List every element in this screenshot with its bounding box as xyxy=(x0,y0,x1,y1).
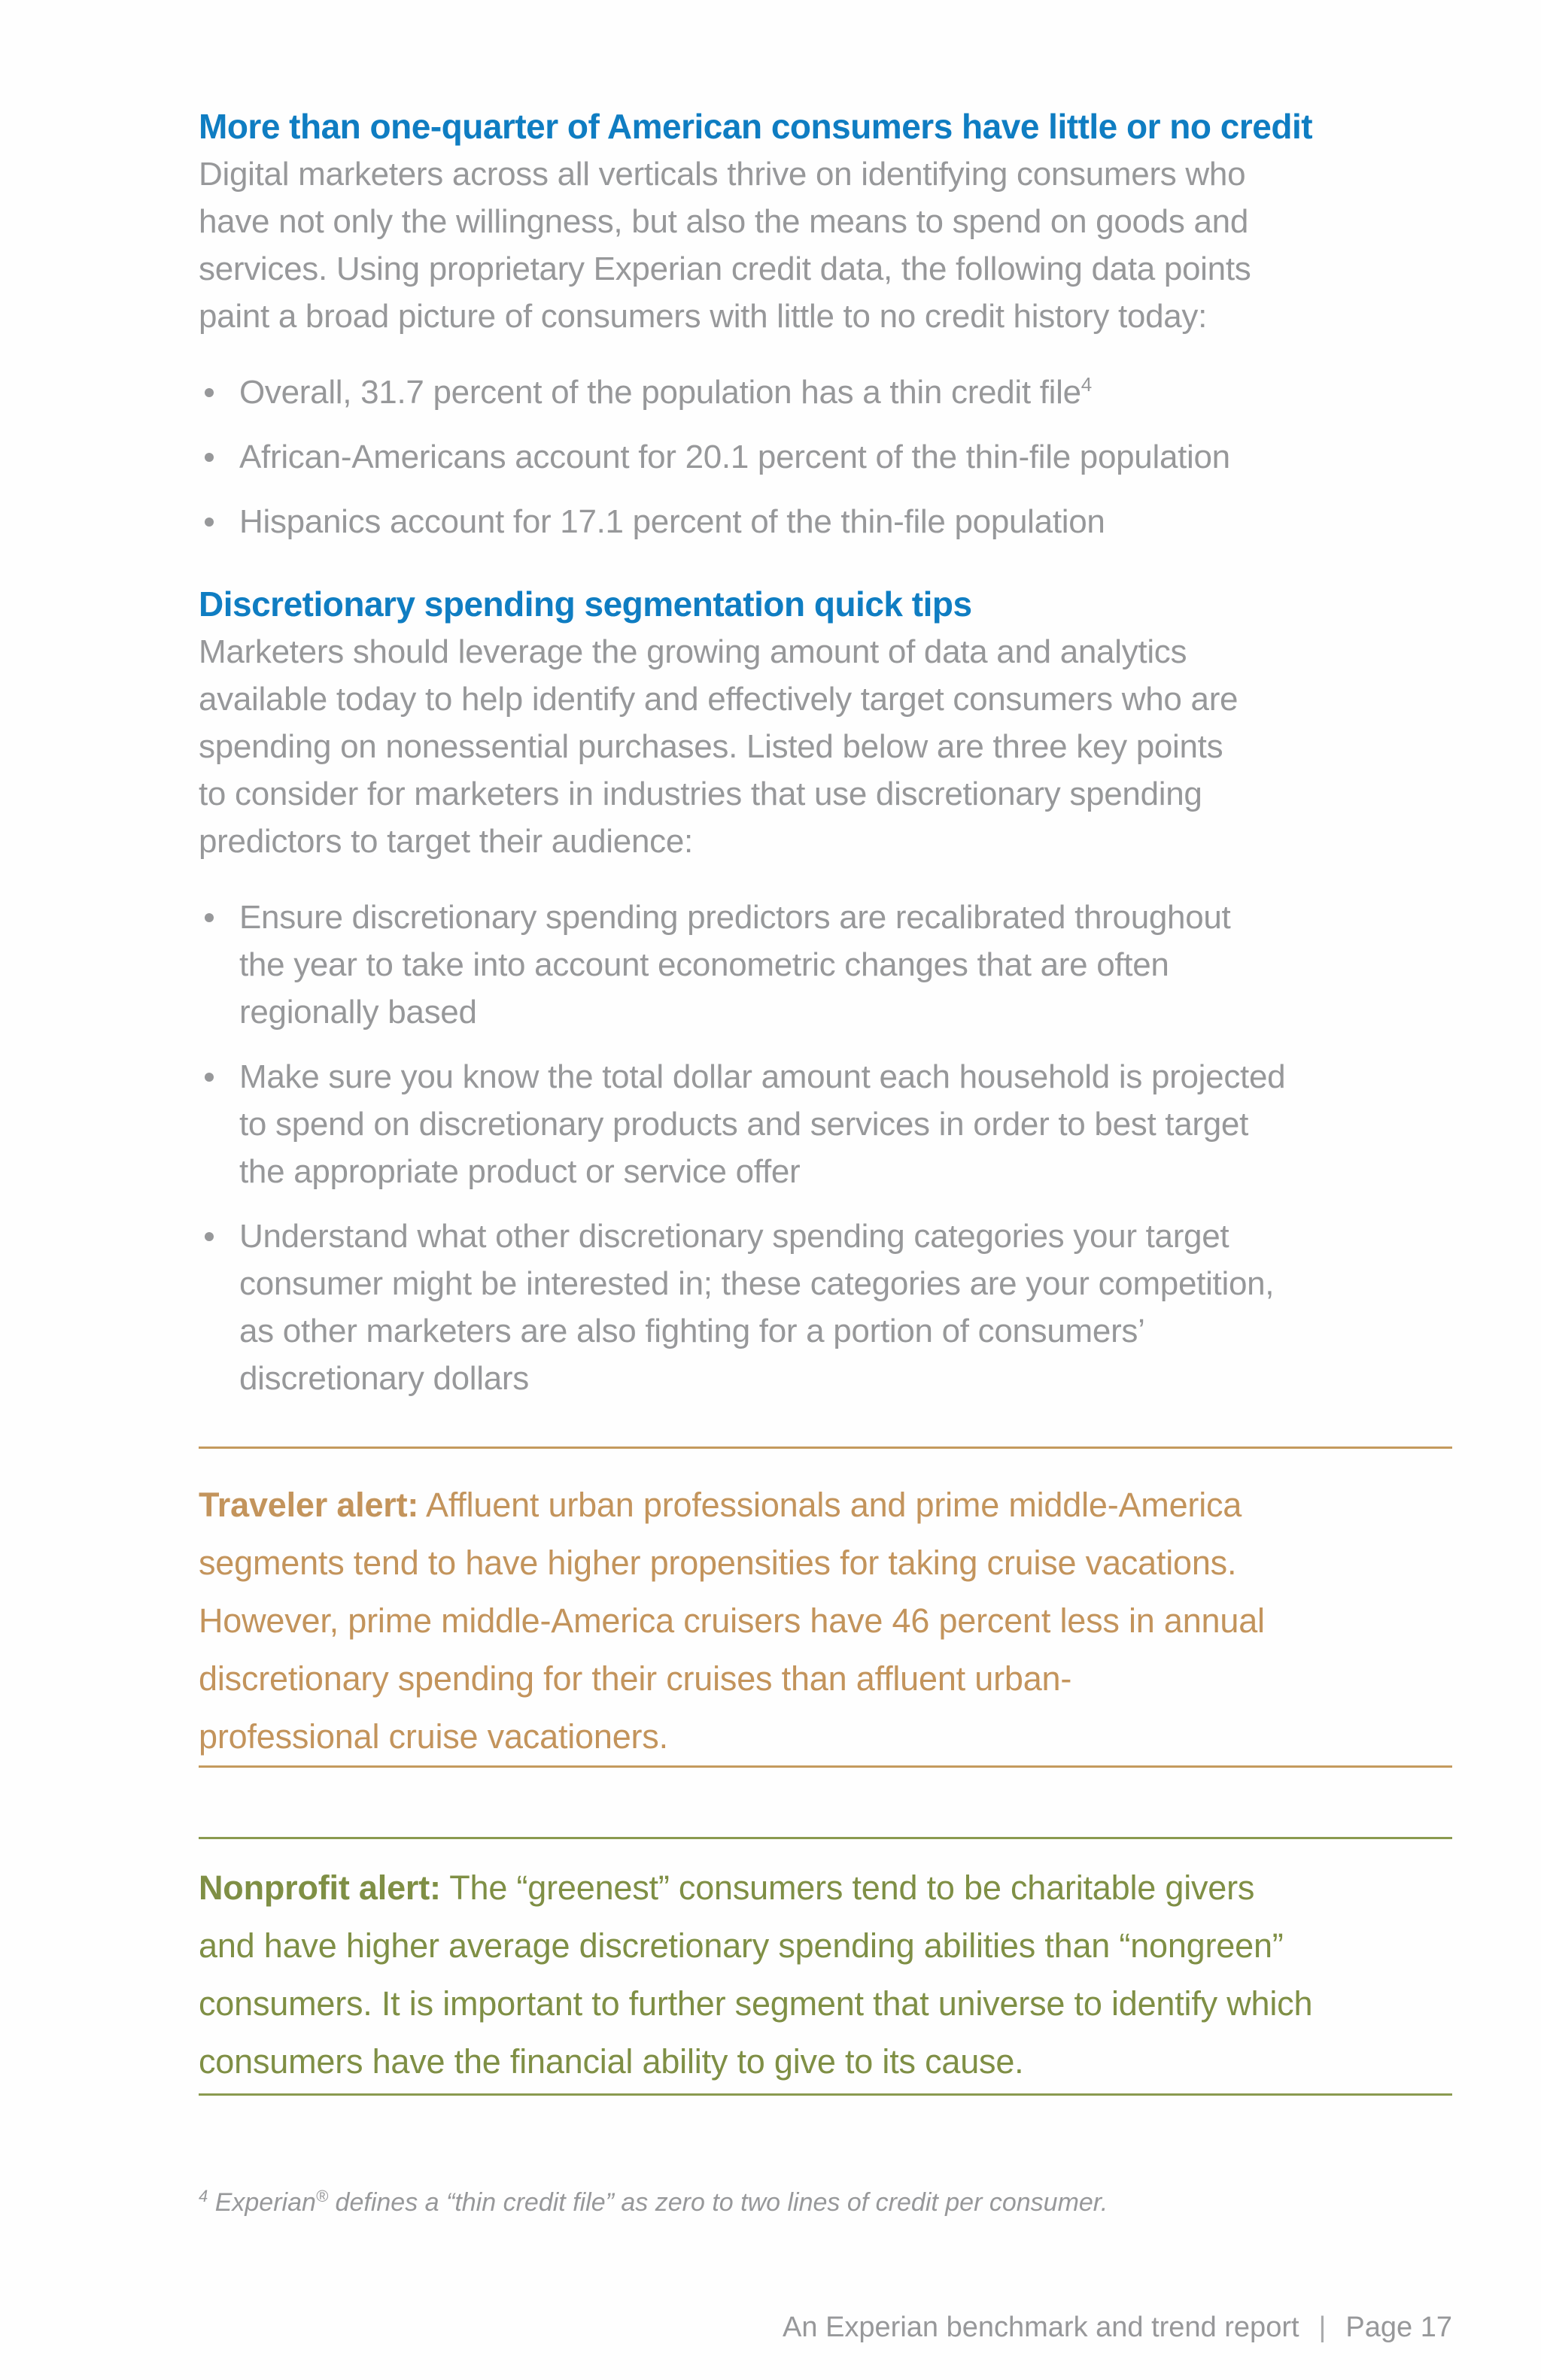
heading-credit-section: More than one-quarter of American consumers have little or no credit xyxy=(199,107,1313,146)
list-item xyxy=(199,894,1452,1036)
list-item-text: African-Americans account for 20.1 percent of the thin-file population xyxy=(239,439,1230,475)
list-item-line: Ensure discretionary spending predictors are recalibrated throughout xyxy=(239,899,1231,936)
alert-line xyxy=(199,1859,1452,1917)
bullet-icon xyxy=(205,388,214,397)
registered-trademark-icon: ® xyxy=(315,2187,329,2205)
list-item-line: Make sure you know the total dollar amount each household is projected xyxy=(239,1058,1286,1095)
paragraph-line: to consider for marketers in industries that use discretionary spending xyxy=(199,776,1202,812)
alert-line: professional cruise vacationers. xyxy=(199,1717,668,1756)
tips-paragraph xyxy=(199,628,1452,865)
paragraph-line: have not only the willingness, but also the means to spend on goods and xyxy=(199,203,1248,240)
traveler-alert-label: Traveler alert: xyxy=(199,1486,419,1524)
paragraph-line: services. Using proprietary Experian credit data, the following data points xyxy=(199,250,1251,287)
list-item xyxy=(199,1213,1452,1402)
list-item xyxy=(199,369,1452,416)
heading-tips-section: Discretionary spending segmentation quick tips xyxy=(199,584,972,624)
nonprofit-alert-callout xyxy=(199,1837,1452,2096)
paragraph-line: available today to help identify and effectively target consumers who are xyxy=(199,681,1239,718)
list-item-text: Hispanics account for 17.1 percent of the thin-file population xyxy=(239,503,1105,540)
alert-line-text: The “greenest” consumers tend to be charitable givers xyxy=(440,1868,1255,1907)
list-item-line: the appropriate product or service offer xyxy=(239,1153,801,1190)
footer-divider: | xyxy=(1318,2312,1327,2343)
list-item-line: to spend on discretionary products and services in order to best target xyxy=(239,1106,1249,1143)
alert-line: However, prime middle-America cruisers have 46 percent less in annual xyxy=(199,1601,1265,1640)
footer-report-title: An Experian benchmark and trend report xyxy=(783,2312,1299,2343)
footnote-reference: 4 xyxy=(1081,373,1092,396)
list-item-line: Understand what other discretionary spending categories your target xyxy=(239,1218,1229,1255)
alert-line: consumers have the financial ability to give to its cause. xyxy=(199,2042,1024,2081)
paragraph-line: Digital marketers across all verticals thrive on identifying consumers who xyxy=(199,156,1246,193)
alert-line-text: Affluent urban professionals and prime middle-America xyxy=(418,1486,1242,1524)
alert-line: segments tend to have higher propensities for taking cruise vacations. xyxy=(199,1544,1237,1582)
list-item xyxy=(199,433,1452,481)
bullet-icon xyxy=(205,453,214,462)
paragraph-line: predictors to target their audience: xyxy=(199,823,693,860)
credit-paragraph xyxy=(199,150,1452,340)
traveler-alert-callout xyxy=(199,1447,1452,1768)
paragraph-line: paint a broad picture of consumers with little to no credit history today: xyxy=(199,298,1208,335)
bullet-icon xyxy=(205,1232,214,1241)
list-item-line: consumer might be interested in; these categories are your competition, xyxy=(239,1265,1275,1302)
list-item xyxy=(199,498,1452,545)
footnote-text: defines a “thin credit file” as zero to two lines of credit per consumer. xyxy=(328,2188,1108,2217)
paragraph-line: spending on nonessential purchases. Listed below are three key points xyxy=(199,728,1223,765)
list-item-line: regionally based xyxy=(239,994,477,1031)
footer-page-number: Page 17 xyxy=(1345,2312,1452,2343)
list-item-line: as other marketers are also fighting for a portion of consumers’ xyxy=(239,1313,1145,1349)
list-item-text: Overall, 31.7 percent of the population has a thin credit file xyxy=(239,374,1081,411)
list-item-line: the year to take into account econometric changes that are often xyxy=(239,946,1169,983)
bullet-icon xyxy=(205,518,214,527)
footnote-marker: 4 xyxy=(199,2187,208,2205)
alert-line: discretionary spending for their cruises than affluent urban- xyxy=(199,1659,1072,1698)
paragraph-line: Marketers should leverage the growing amount of data and analytics xyxy=(199,633,1187,670)
footnote-brand: Experian xyxy=(208,2188,316,2217)
list-item xyxy=(199,1053,1452,1195)
nonprofit-alert-label: Nonprofit alert: xyxy=(199,1868,441,1907)
footnote xyxy=(199,2184,1452,2221)
tips-bullet-list xyxy=(199,894,1452,1402)
list-item-line: discretionary dollars xyxy=(239,1360,529,1397)
bullet-icon xyxy=(205,913,214,922)
alert-line xyxy=(199,1476,1452,1534)
bullet-icon xyxy=(205,1073,214,1082)
alert-line: consumers. It is important to further segment that universe to identify which xyxy=(199,1984,1313,2023)
alert-line: and have higher average discretionary spending abilities than “nongreen” xyxy=(199,1926,1284,1965)
credit-bullet-list xyxy=(199,369,1452,545)
page-footer xyxy=(783,2310,1452,2345)
